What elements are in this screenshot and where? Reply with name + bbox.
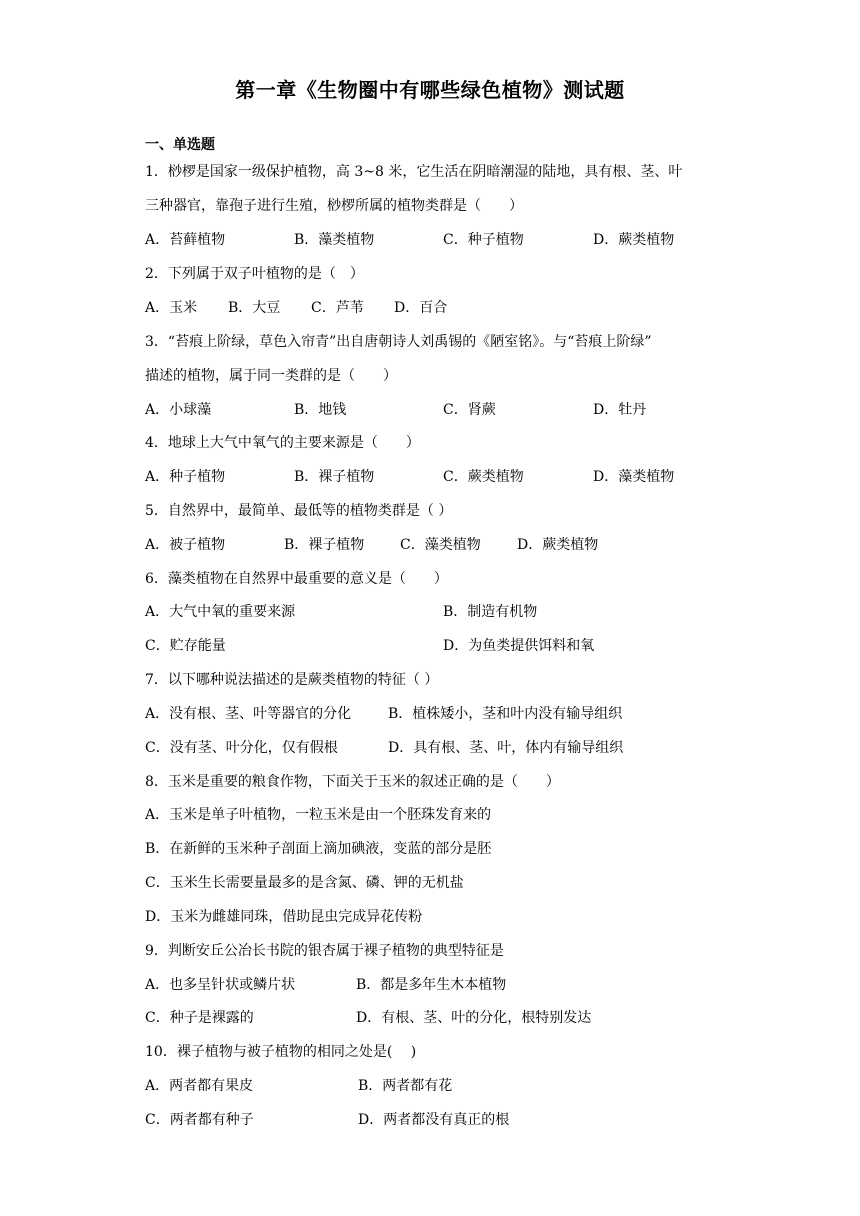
option-a: A．没有根、茎、叶等器官的分化: [145, 706, 352, 722]
option-c: C．玉米生长需要量最多的是含氮、磷、钾的无机盐: [145, 875, 464, 891]
option-d: D．牡丹: [593, 402, 647, 418]
option-d: D．具有根、茎、叶，体内有输导组织: [388, 740, 624, 756]
question-stem: 9．判断安丘公冶长书院的银杏属于裸子植物的典型特征是: [145, 943, 504, 959]
option-c: C．芦苇: [311, 300, 364, 316]
question-stem: 10．裸子植物与被子植物的相同之处是( ): [145, 1044, 417, 1060]
option-c: C．藻类植物: [400, 537, 481, 553]
option-c: C．蕨类植物: [443, 469, 524, 485]
option-a: A．玉米: [145, 300, 198, 316]
option-b: B．植株矮小，茎和叶内没有输导组织: [388, 706, 623, 722]
option-b: B．藻类植物: [294, 232, 375, 248]
option-a: A．小球藻: [145, 402, 212, 418]
question-stem: 描述的植物，属于同一类群的是（ ）: [145, 368, 397, 384]
option-b: B．两者都有花: [358, 1078, 453, 1094]
option-b: B．大豆: [228, 300, 281, 316]
option-a: A．两者都有果皮: [145, 1078, 254, 1094]
option-a: A．大气中氧的重要来源: [145, 604, 296, 620]
option-c: C．肾蕨: [443, 402, 496, 418]
option-c: C．贮存能量: [145, 638, 226, 654]
question-stem: 4．地球上大气中氧气的主要来源是（ ）: [145, 435, 420, 451]
option-d: D．蕨类植物: [517, 537, 599, 553]
option-c: C．两者都有种子: [145, 1112, 254, 1128]
option-a: A．也多呈针状或鳞片状: [145, 977, 296, 993]
question-stem: 5．自然界中，最简单、最低等的植物类群是（ ）: [145, 503, 453, 519]
option-b: B．在新鲜的玉米种子剖面上滴加碘液，变蓝的部分是胚: [145, 841, 492, 857]
option-d: D．藻类植物: [593, 469, 675, 485]
option-b: B．裸子植物: [284, 537, 365, 553]
option-a: A．种子植物: [145, 469, 226, 485]
option-d: D．为鱼类提供饵料和氧: [443, 638, 595, 654]
question-stem: 1．桫椤是国家一级保护植物，高 3~8 米，它生活在阴暗潮湿的陆地，具有根、茎、叶: [145, 164, 683, 180]
option-b: B．都是多年生木本植物: [356, 977, 507, 993]
option-d: D．蕨类植物: [593, 232, 675, 248]
question-stem: 三种器官，靠孢子进行生殖，桫椤所属的植物类群是（ ）: [145, 198, 523, 214]
option-b: B．制造有机物: [443, 604, 538, 620]
option-d: D．两者都没有真正的根: [358, 1112, 510, 1128]
option-d: D．玉米为雌雄同珠，借助昆虫完成异花传粉: [145, 909, 423, 925]
question-stem: 3．“苔痕上阶绿，草色入帘青”出自唐朝诗人刘禹锡的《陋室铭》。与“苔痕上阶绿”: [145, 334, 652, 350]
option-b: B．地钱: [294, 402, 347, 418]
page-title: 第一章《生物圈中有哪些绿色植物》测试题: [235, 78, 625, 102]
option-c: C．种子植物: [443, 232, 524, 248]
question-stem: 8．玉米是重要的粮食作物，下面关于玉米的叙述正确的是（ ）: [145, 774, 560, 790]
option-c: C．种子是裸露的: [145, 1010, 254, 1026]
section-heading: 一、单选题: [145, 137, 215, 153]
option-b: B．裸子植物: [294, 469, 375, 485]
option-d: D．有根、茎、叶的分化，根特别发达: [356, 1010, 592, 1026]
option-a: A．玉米是单子叶植物，一粒玉米是由一个胚珠发育来的: [145, 807, 492, 823]
option-c: C．没有茎、叶分化，仅有假根: [145, 740, 338, 756]
question-stem: 2．下列属于双子叶植物的是（ ）: [145, 266, 364, 282]
option-d: D．百合: [394, 300, 448, 316]
question-stem: 7．以下哪种说法描述的是蕨类植物的特征（ ）: [145, 672, 439, 688]
question-stem: 6．藻类植物在自然界中最重要的意义是（ ）: [145, 571, 448, 587]
option-a: A．被子植物: [145, 537, 226, 553]
option-a: A．苔藓植物: [145, 232, 226, 248]
